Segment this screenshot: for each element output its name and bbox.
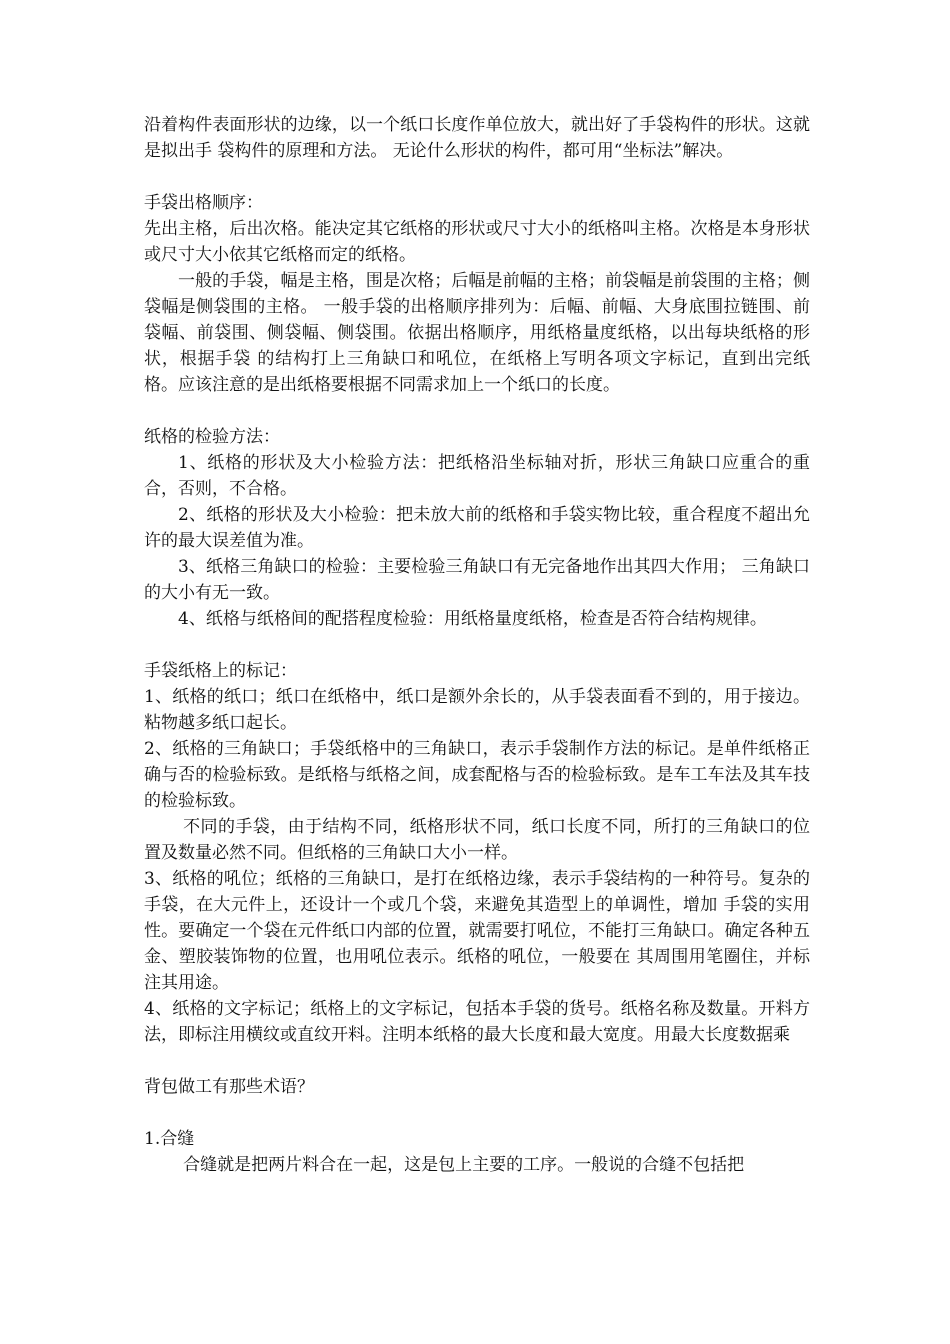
inspection-item: 3、纸格三角缺口的检验：主要检验三角缺口有无完备地作出其四大作用； 三角缺口的大小有无一致。 (144, 557, 810, 603)
intro-paragraph: 沿着构件表面形状的边缘，以一个纸口长度作单位放大，就出好了手袋构件的形状。这就是拟出手 袋构件的原理和方法。 无论什么形状的构件，都可用“坐标法”解决。 (144, 115, 810, 161)
terms-question: 背包做工有那些术语？ (144, 1077, 314, 1097)
marks-item-3: 3、纸格的吼位；纸格的三角缺口，是打在纸格边缘，表示手袋结构的一种符号。复杂的手袋，在大元件上，还设计一个或几个袋，来避免其造型上的单调性，增加 手袋的实用性。要确定一个袋在元件纸口内部的位置，就需要打吼位，不能打三角缺口。确定各种五金、塑胶装饰物的位置，也用吼位表示。纸格的吼位，一般要在 其周围用笔圈住，并标注其用途。 (144, 869, 810, 993)
section-title-inspection: 纸格的检验方法： (144, 427, 280, 447)
spacer (144, 1100, 810, 1126)
marks-item-2: 2、纸格的三角缺口；手袋纸格中的三角缺口，表示手袋制作方法的标记。是单件纸格正确与否的检验标致。是纸格与纸格之间，成套配格与否的检验标致。是车工车法及其车技的检验标致。 (144, 739, 810, 811)
section-title-order: 手袋出格顺序： (144, 193, 263, 213)
inspection-item: 2、纸格的形状及大小检验：把未放大前的纸格和手袋实物比较，重合程度不超出允许的最大误差值为准。 (144, 505, 810, 551)
order-paragraph-1: 先出主格，后出次格。能决定其它纸格的形状或尺寸大小的纸格叫主格。次格是本身形状或尺寸大小依其它纸格而定的纸格。 (144, 219, 810, 265)
spacer (144, 1048, 810, 1074)
inspection-item: 4、纸格与纸格间的配搭程度检验：用纸格量度纸格，检查是否符合结构规律。 (178, 609, 767, 629)
marks-item-4: 4、纸格的文字标记；纸格上的文字标记，包括本手袋的货号。纸格名称及数量。开料方法，即标注用横纹或直纹开料。注明本纸格的最大长度和最大宽度。用最大长度数据乘 (144, 999, 810, 1045)
inspection-item: 1、纸格的形状及大小检验方法：把纸格沿坐标轴对折，形状三角缺口应重合的重合，否则，不合格。 (144, 453, 810, 499)
section-title-marks: 手袋纸格上的标记： (144, 661, 297, 681)
term-item-1-text: 合缝就是把两片料合在一起，这是包上主要的工序。一般说的合缝不包括把 (183, 1155, 745, 1175)
spacer (144, 632, 810, 658)
marks-item-2-note: 不同的手袋，由于结构不同，纸格形状不同，纸口长度不同，所打的三角缺口的位置及数量必然不同。但纸格的三角缺口大小一样。 (144, 817, 810, 863)
spacer (144, 164, 810, 190)
term-item-1-title: 1.合缝 (144, 1129, 195, 1149)
marks-item-1: 1、纸格的纸口；纸口在纸格中，纸口是额外余长的，从手袋表面看不到的，用于接边。粘物越多纸口起长。 (144, 687, 810, 733)
order-paragraph-2: 一般的手袋，幅是主格，围是次格；后幅是前幅的主格；前袋幅是前袋围的主格；侧袋幅是侧袋围的主格。 一般手袋的出格顺序排列为：后幅、前幅、大身底围拉链围、前袋幅、前袋围、侧袋幅、侧袋围。依据出格顺序，用纸格量度纸格，以出每块纸格的形状，根据手袋 的结构打上三角缺口和吼位，在纸格上写明各项文字标记，直到出完纸格。应该注意的是出纸格要根据不同需求加上一个纸口的长度。 (144, 271, 810, 395)
spacer (144, 398, 810, 424)
document-page (144, 112, 810, 1178)
